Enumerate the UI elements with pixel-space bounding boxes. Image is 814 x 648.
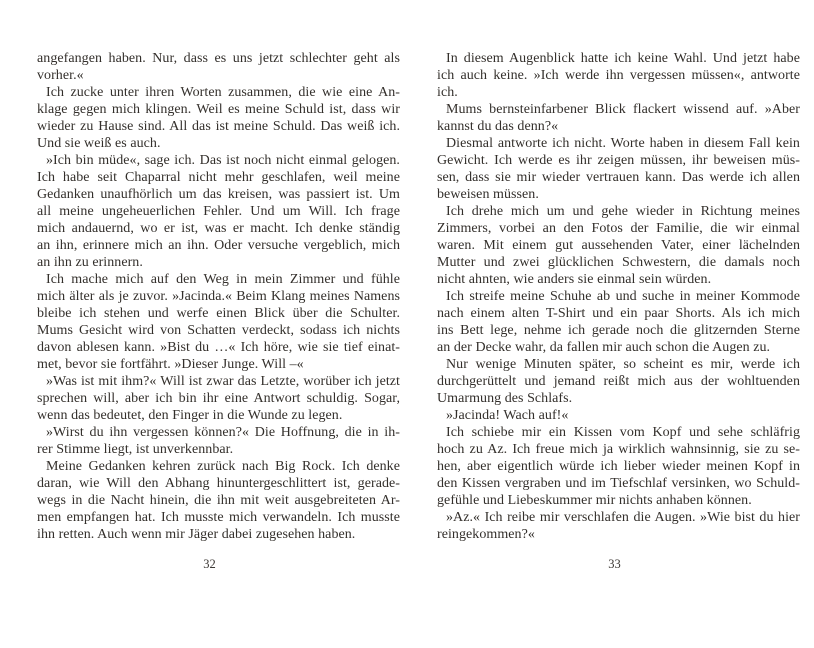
text-line: nach einem alten T-Shirt und ein paar Shorts. Als ich mich	[437, 306, 800, 321]
text-line: ich auch keine. »Ich werde ihn vergessen müssen«, antworte	[437, 68, 800, 83]
page-right-number: 33	[608, 557, 621, 571]
text-line: men empfangen hat. Ich musste mich verwandeln. Ich musste	[37, 510, 400, 525]
text-line: sen, dass sie mir wieder vertrauen kann. Das werde ich allen	[437, 170, 800, 185]
text-line: Ich mache mich auf den Weg in mein Zimmer und fühle	[46, 272, 400, 287]
page-left-number: 32	[203, 557, 216, 571]
text-line: Gedanken unaufhörlich um das kreisen, was passiert ist. Um	[37, 187, 400, 202]
text-line: »Was ist mit ihm?« Will ist zwar das Letzte, worüber ich jetzt	[46, 374, 400, 389]
text-line: »Ich bin müde«, sage ich. Das ist noch nicht einmal gelogen.	[46, 153, 400, 168]
text-line: all meine ungeheuerlichen Fehler. Und um Will. Ich frage	[37, 204, 400, 219]
text-line: Ich drehe mich um und gehe wieder in Richtung meines	[446, 204, 800, 219]
text-line: hoch zu Az. Ich freue mich ja wirklich wahnsinnig, sie zu se-	[437, 442, 800, 457]
text-line: wegs in die Nacht hinein, die ihn mit weit ausgebreiteten Ar-	[37, 493, 400, 508]
text-line: Zimmers, vorbei an den Fotos der Familie, die wir einmal	[437, 221, 800, 236]
text-line: kannst du das denn?«	[437, 119, 559, 134]
text-line: daran, wie Will den Abhang hinuntergeschlittert ist, gerade-	[37, 476, 400, 491]
text-line: »Az.« Ich reibe mir verschlafen die Augen. »Wie bist du hier	[446, 510, 800, 525]
text-line: Umarmung des Schlafs.	[437, 391, 573, 406]
text-line: rer Stimme liegt, ist unverkennbar.	[37, 442, 234, 457]
text-line: durchgerüttelt und jemand reißt mich aus der wohltuenden	[437, 374, 800, 389]
text-line: »Jacinda! Wach auf!«	[446, 408, 569, 423]
text-line: wieder zu Hause sind. All das ist meine Schuld. Das weiß ich.	[37, 119, 400, 134]
text-line: an der Decke wahr, da fallen mir auch schon die Augen zu.	[437, 340, 771, 355]
text-line: Diesmal antworte ich nicht. Worte haben in diesem Fall kein	[446, 136, 800, 151]
text-line: gefühle und Liebeskummer mir nichts anhaben können.	[437, 493, 752, 508]
text-line: met, bevor sie fortfährt. »Dieser Junge. Will –«	[37, 357, 304, 372]
text-line: sprechen will, aber ich bin ihr eine Antwort schuldig. Sogar,	[37, 391, 400, 406]
page-left-text	[37, 50, 400, 543]
text-line: vorher.«	[37, 68, 84, 83]
text-line: wenn das bedeutet, den Finger in die Wunde zu legen.	[37, 408, 343, 423]
text-line: ihn retten. Auch wenn mir Jäger dabei zugesehen haben.	[37, 527, 356, 542]
text-line: Meine Gedanken kehren zurück nach Big Rock. Ich denke	[46, 459, 400, 474]
text-line: davon ablesen kann. »Bist du …« Ich höre, wie sie tief einat-	[37, 340, 400, 355]
text-line: beweisen müssen.	[437, 187, 539, 202]
text-line: bleibe ich stehen und werfe einen Blick über die Schulter.	[37, 306, 400, 321]
text-line: nicht ahnten, wie anders sie einmal sein würden.	[437, 272, 712, 287]
page-right-text	[437, 50, 800, 543]
text-line: In diesem Augenblick hatte ich keine Wahl. Und jetzt habe	[446, 51, 800, 66]
text-line: Ich habe seit Chaparral nicht mehr geschlafen, weil meine	[37, 170, 400, 185]
text-line: ich.	[437, 85, 458, 100]
text-line: Ich zucke unter ihren Worten zusammen, die wie eine An-	[46, 85, 400, 100]
text-line: den Kissen vergraben und im Tiefschlaf versinken, wo Schuld-	[437, 476, 800, 491]
text-line: Ich streife meine Schuhe ab und suche in meiner Kommode	[446, 289, 800, 304]
text-line: waren. Mit einem gut aussehenden Vater, einer lächelnden	[437, 238, 800, 253]
text-line: »Wirst du ihn vergessen können?« Die Hoffnung, die in ih-	[46, 425, 400, 440]
text-line: reingekommen?«	[437, 527, 535, 542]
text-line: an ihn zu erinnern.	[37, 255, 143, 270]
text-line: mich älter als je zuvor. »Jacinda.« Beim Klang meines Namens	[37, 289, 400, 304]
text-line: Nur wenige Minuten später, so scheint es mir, werde ich	[446, 357, 800, 372]
text-line: ins Bett lege, nehme ich gerade noch die glitzernden Sterne	[437, 323, 800, 338]
text-line: Gewicht. Ich werde es ihr zeigen müssen, ihr beweisen müs-	[437, 153, 800, 168]
text-line: Ich schiebe mir ein Kissen vom Kopf und sehe schläfrig	[446, 425, 800, 440]
text-line: an ihn, erinnere mich an ihn. Oder versuche vergeblich, mich	[37, 238, 400, 253]
text-line: Und sie weiß es auch.	[37, 136, 161, 151]
text-line: Mums bernsteinfarbener Blick flackert wissend auf. »Aber	[446, 102, 800, 117]
text-line: angefangen haben. Nur, dass es uns jetzt schlechter geht als	[37, 51, 400, 66]
text-line: mich andauernd, wo er ist, was er macht. Ich denke ständig	[37, 221, 400, 236]
text-line: Mums Gesicht wird von Schatten verdeckt, sodass ich nichts	[37, 323, 400, 338]
text-line: hen, aber eigentlich würde ich lieber wieder meinen Kopf in	[437, 459, 800, 474]
text-line: klage gegen mich klingen. Weil es meine Schuld ist, dass wir	[37, 102, 400, 117]
text-line: Mutter und zwei glücklichen Schwestern, die damals noch	[437, 255, 800, 270]
